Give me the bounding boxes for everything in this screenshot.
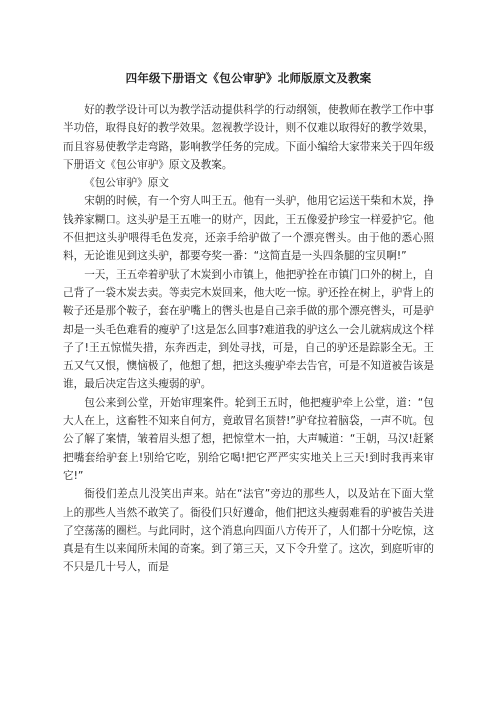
paragraph-story-3: 包公来到公堂，开始审理案件。轮到王五时，他把瘦驴牵上公堂，道：“包大人在上，这畜牲不知来自何方，竟敢冒名顶替!”驴耷拉着脑袋，一声不吭。包公了解了案情，皱着眉头想了想，把惊堂木一拍，大声喊道：“王朝，马汉!赶紧把嘴套给驴套上!别给它吃，别给它喝!把它严严实实地关上三天!到时我再来审它!” [63, 396, 434, 482]
paragraph-story-4: 衙役们差点儿没笑出声来。站在“法官”旁边的那些人，以及站在下面大堂上的那些人当然不敢笑了。衙役们只好遵命，他们把这头瘦弱难看的驴被告关进了空荡荡的圈栏。与此同时，这个消息向四面八方传开了，人们都十分吃惊，这真是有生以来闻所未闻的奇案。到了第三天，又下令升堂了。这次，到庭听审的不只是几十号人，而是 [63, 488, 434, 574]
document-body [63, 101, 434, 577]
paragraph-story-2: 一天，王五牵着驴驮了木炭到小市镇上，他把驴拴在市镇门口外的树上，自己背了一袋木炭去卖。等卖完木炭回来，他大吃一惊。驴还拴在树上，驴背上的鞍子还是那个鞍子，套在驴嘴上的辔头也是自己亲手做的那个漂亮辔头，可是驴却是一头毛色难看的瘦驴了!这是怎么回事?难道我的驴这么一会儿就病成这个样子了!王五惊慌失措，东奔西走，到处寻找，可是，自己的驴还是踪影全无。王五又气又恨，懊恼极了，他想了想，把这头瘦驴牵去告官，可是不知道被告该是谁，最后决定告这头瘦弱的驴。 [63, 268, 434, 391]
paragraph-story-1: 宋朝的时候，有一个穷人叫王五。他有一头驴，他用它运送干柴和木炭，挣钱养家糊口。这头驴是王五唯一的财产，因此，王五像爱护珍宝一样爱护它。他不但把这头驴喂得毛色发亮，还亲手给驴做了一个漂亮辔头。由于他的悉心照料，无论谁见到这头驴，都要夸奖一番：“这简直是一头四条腿的宝贝啊!” [63, 195, 434, 263]
document-title: 四年级下册语文《包公审驴》北师版原文及教案 [125, 71, 372, 85]
paragraph-section-heading: 《包公审驴》原文 [84, 177, 169, 190]
paragraph-intro: 好的教学设计可以为教学活动提供科学的行动纲领，使教师在教学工作中事半功倍，取得良好的教学效果。忽视教学设计，则不仅难以取得好的教学效果，而且容易使教学走弯路，影响教学任务的完成。下面小编给大家带来关于四年级下册语文《包公审驴》原文及教案。 [63, 104, 434, 171]
